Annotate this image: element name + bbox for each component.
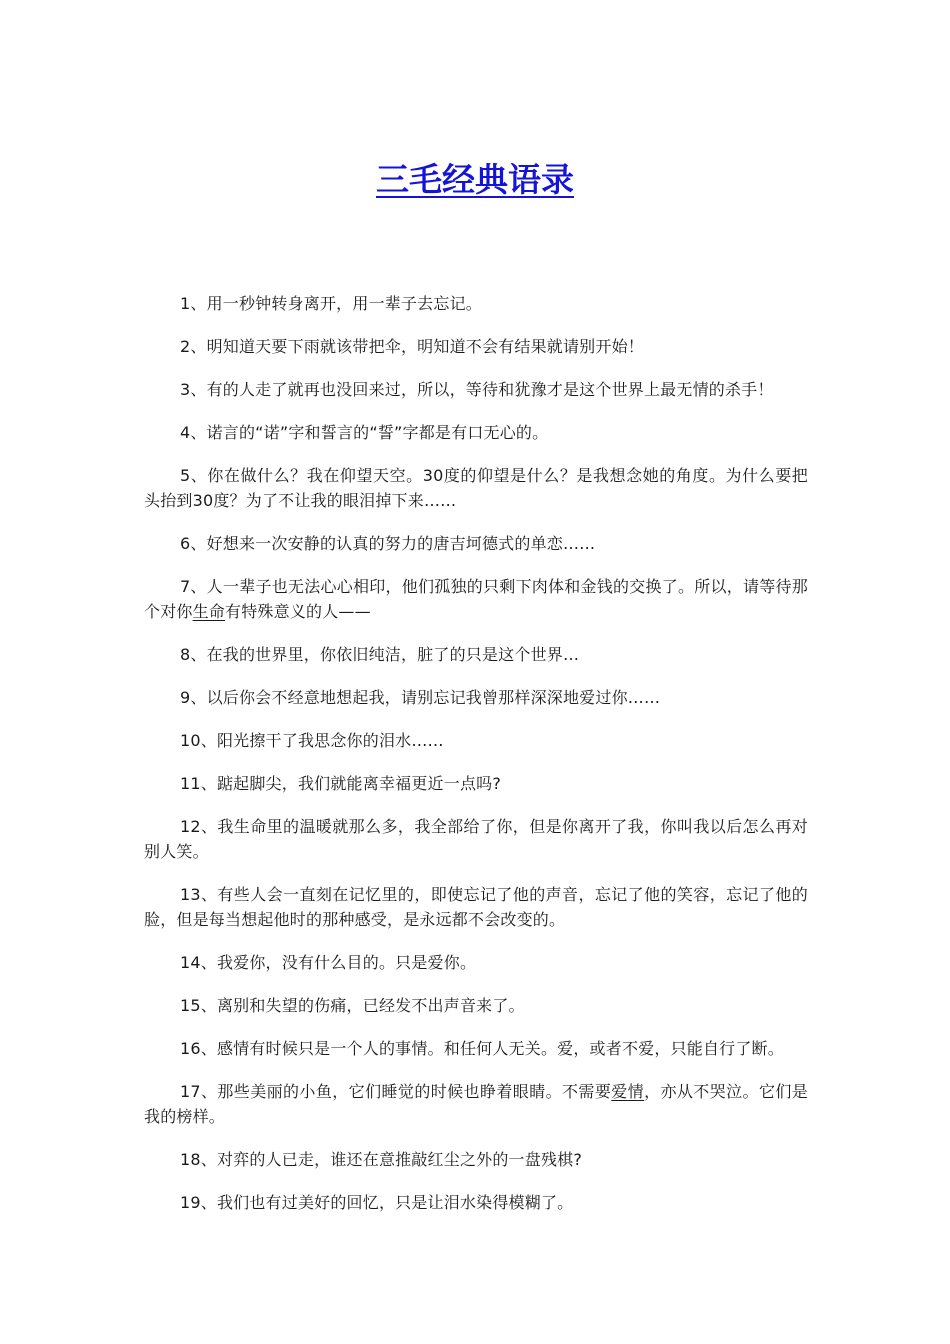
quote-text: 17、那些美丽的小鱼，它们睡觉的时候也睁着眼睛。不需要 [180,1082,612,1101]
life-link[interactable]: 生命 [192,602,226,621]
quote-item: 18、对弈的人已走，谁还在意推敲红尘之外的一盘残棋? [180,1150,583,1169]
quote-item [144,1079,808,1129]
quote-item: 10、阳光擦干了我思念你的泪水…… [180,731,444,750]
quote-item: 14、我爱你，没有什么目的。只是爱你。 [180,953,477,972]
quote-text: ，亦从不哭泣。它们是我的榜样。 [144,1082,808,1126]
quote-item: 13、有些人会一直刻在记忆里的，即使忘记了他的声音，忘记了他的笑容，忘记了他的脸，但是每当想起他时的那种感受，是永远都不会改变的。 [144,885,808,929]
quote-item: 9、以后你会不经意地想起我，请别忘记我曾那样深深地爱过你…… [180,688,661,707]
quote-item: 11、踮起脚尖，我们就能离幸福更近一点吗? [180,774,502,793]
quote-item: 6、好想来一次安静的认真的努力的唐吉坷德式的单恋…… [180,534,596,553]
quote-item: 2、明知道天要下雨就该带把伞，明知道不会有结果就请别开始！ [180,337,644,356]
quote-item: 15、离别和失望的伤痛，已经发不出声音来了。 [180,996,525,1015]
document-title[interactable] [0,150,950,210]
quote-item: 16、感情有时候只是一个人的事情。和任何人无关。爱，或者不爱，只能自行了断。 [180,1039,784,1058]
quote-item: 12、我生命里的温暖就那么多，我全部给了你，但是你离开了我，你叫我以后怎么再对别人笑。 [144,817,808,861]
quote-item: 4、诺言的“诺”字和誓言的“誓”字都是有口无心的。 [180,423,549,442]
love-link[interactable]: 爱情 [611,1082,645,1101]
quote-item: 5、你在做什么？我在仰望天空。30度的仰望是什么？是我想念她的角度。为什么要把头抬到30度？为了不让我的眼泪掉下来…… [144,466,808,510]
quote-item: 8、在我的世界里，你依旧纯洁，脏了的只是这个世界… [180,645,580,664]
quote-item: 1、用一秒钟转身离开，用一辈子去忘记。 [180,294,482,313]
quote-text: 有特殊意义的人—— [225,602,371,621]
title-link[interactable]: 三毛经典语录 [376,160,574,199]
quote-list [144,291,808,1233]
quote-item: 19、我们也有过美好的回忆，只是让泪水染得模糊了。 [180,1193,574,1212]
quote-item: 3、有的人走了就再也没回来过，所以，等待和犹豫才是这个世界上最无情的杀手！ [180,380,774,399]
quote-text: 7、人一辈子也无法心心相印，他们孤独的只剩下肉体和金钱的交换了。所以，请等待那个对你 [144,577,808,621]
quote-item [144,574,808,624]
